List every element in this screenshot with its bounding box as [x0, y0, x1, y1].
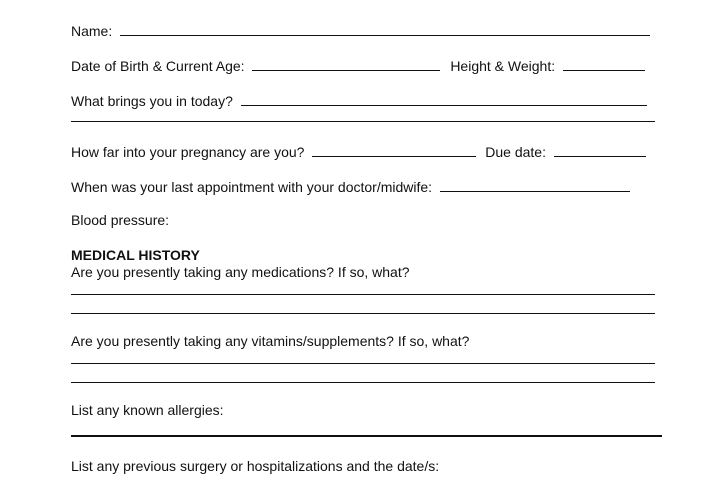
- height-weight-label: Height & Weight:: [450, 58, 556, 74]
- due-date-field[interactable]: [554, 142, 646, 157]
- allergies-label: List any known allergies:: [71, 402, 224, 418]
- vitamins-line-1[interactable]: [71, 363, 655, 364]
- reason-label: What brings you in today?: [71, 93, 233, 109]
- due-date-label: Due date:: [485, 144, 546, 160]
- reason-row: [71, 91, 647, 109]
- pregnancy-row: [71, 142, 646, 160]
- name-field[interactable]: [120, 21, 650, 36]
- pregnancy-label: How far into your pregnancy are you?: [71, 144, 305, 160]
- medications-question: Are you presently taking any medications? If so, what?: [71, 264, 410, 280]
- dob-row: [71, 56, 645, 74]
- surgery-label: List any previous surgery or hospitalizations and the date/s:: [71, 458, 440, 474]
- dob-field[interactable]: [252, 56, 440, 71]
- reason-field-line-2[interactable]: [71, 121, 655, 122]
- reason-field[interactable]: [241, 91, 647, 106]
- dob-label: Date of Birth & Current Age:: [71, 58, 245, 74]
- blood-pressure-label: Blood pressure:: [71, 212, 170, 228]
- name-row: [71, 21, 650, 39]
- allergies-line[interactable]: [71, 435, 662, 437]
- vitamins-question: Are you presently taking any vitamins/supplements? If so, what?: [71, 333, 470, 349]
- vitamins-line-2[interactable]: [71, 382, 655, 383]
- last-appointment-row: [71, 177, 630, 195]
- medical-history-heading: MEDICAL HISTORY: [71, 247, 200, 263]
- last-appointment-label: When was your last appointment with your doctor/midwife:: [71, 179, 433, 195]
- medications-line-1[interactable]: [71, 294, 655, 295]
- height-weight-field[interactable]: [563, 56, 645, 71]
- name-label: Name:: [71, 23, 113, 39]
- blood-pressure-row: [71, 211, 169, 229]
- pregnancy-field[interactable]: [312, 142, 476, 157]
- last-appointment-field[interactable]: [440, 177, 630, 192]
- medications-line-2[interactable]: [71, 313, 655, 314]
